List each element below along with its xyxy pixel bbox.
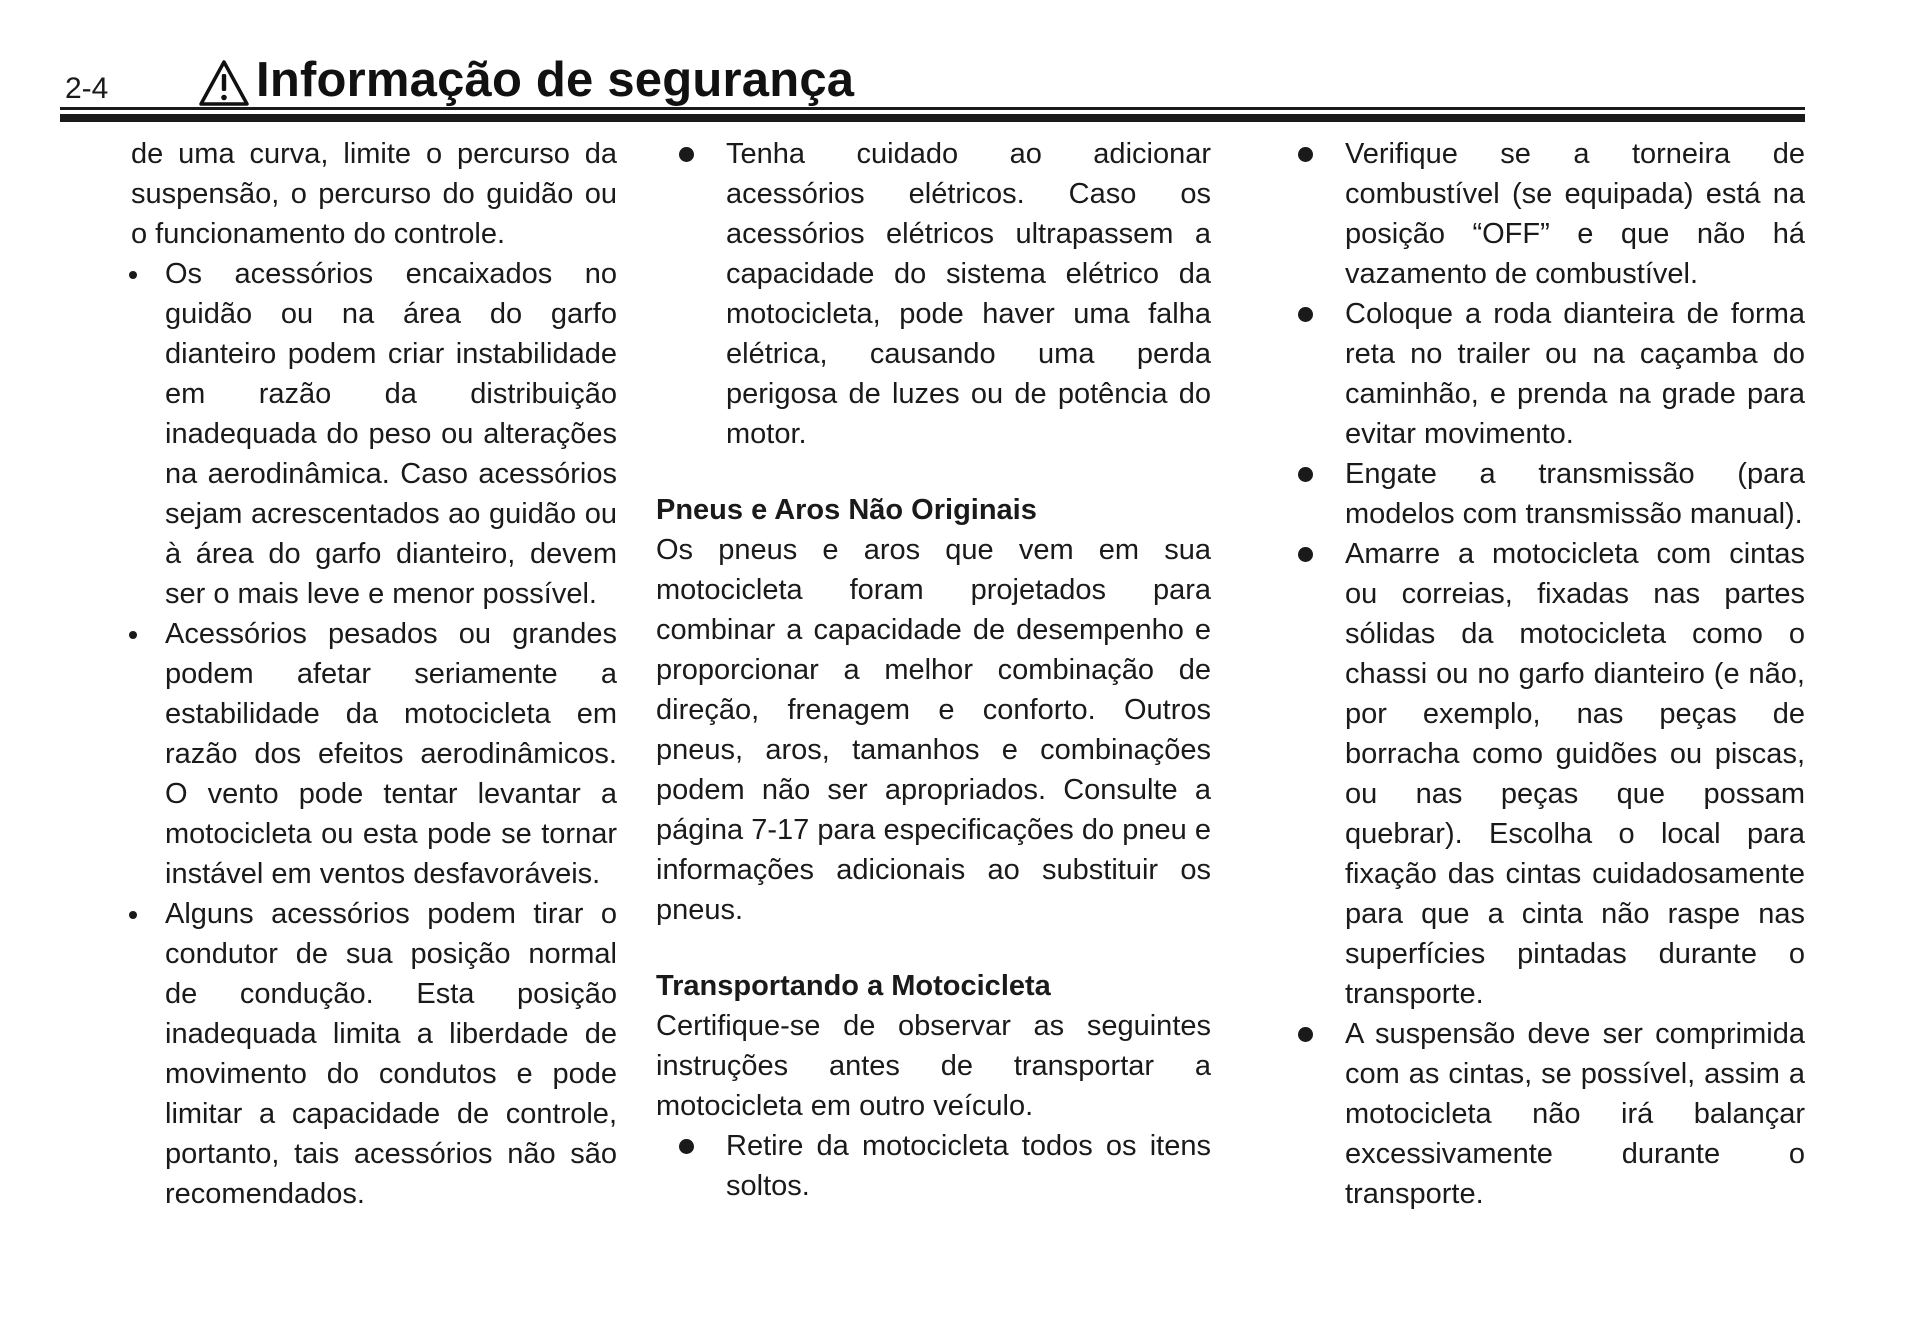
section-heading-transport: Transportando a Motocicleta <box>656 970 1051 1002</box>
list-item: Tenha cuidado ao adicionar acessórios elétricos. Caso os acessórios elétricos ultrapassem a capacidade do sistema elétrico da motocicleta, pode haver uma falha elétrica, causando uma perda perigosa de luzes ou de potência do motor. <box>656 134 1211 454</box>
list-item: Acessórios pesados ou grandes podem afetar seriamente a estabilidade da motocicleta em razão dos efeitos aerodinâmicos. O vento pode tentar levantar a motocicleta ou esta pode se tornar instável em ventos desfavoráveis. <box>131 614 617 894</box>
list-item: Os acessórios encaixados no guidão ou na área do garfo dianteiro podem criar instabilidade em razão da distribuição inadequada do peso ou alterações na aerodinâmica. Caso acessórios sejam acrescentados ao guidão ou à área do garfo dianteiro, devem ser o mais leve e menor possível. <box>131 254 617 614</box>
section-body-tires: Os pneus e aros que vem em sua motocicleta foram projetados para combinar a capacidade de desempenho e proporcionar a melhor combinação de direção, frenagem e conforto. Outros pneus, aros, tamanhos e combinações podem não ser apropriados. Consulte a página 7-17 para especificações do pneu e informações adicionais ao substituir os pneus. <box>656 534 1211 926</box>
section-body-transport: Certifique-se de observar as seguintes instruções antes de transportar a motocicleta em outro veículo. <box>656 1010 1211 1122</box>
middle-column <box>656 134 1211 1206</box>
list-item: A suspensão deve ser comprimida com as cintas, se possível, assim a motocicleta não irá balançar excessivamente durante o transporte. <box>1275 1014 1805 1214</box>
warning-triangle-icon <box>198 59 250 107</box>
middle-top-bullet-list <box>656 134 1211 454</box>
list-item: Engate a transmissão (para modelos com transmissão manual). <box>1275 454 1805 534</box>
page-header <box>60 48 1805 128</box>
right-column <box>1275 134 1805 1214</box>
page-title: Informação de segurança <box>256 53 855 107</box>
section-heading-tires: Pneus e Aros Não Originais <box>656 494 1037 526</box>
left-bullet-list <box>131 254 617 1214</box>
list-item: Verifique se a torneira de combustível (se equipada) está na posição “OFF” e que não há vazamento de combustível. <box>1275 134 1805 294</box>
header-rule-thin <box>60 107 1805 110</box>
list-item: Retire da motocicleta todos os itens soltos. <box>656 1126 1211 1206</box>
left-column <box>131 134 617 1214</box>
list-item: Amarre a motocicleta com cintas ou correias, fixadas nas partes sólidas da motocicleta como o chassi ou no garfo dianteiro (e não, por exemplo, nas peças de borracha como guidões ou piscas, ou nas peças que possam quebrar). Escolha o local para fixação das cintas cuidadosamente para que a cinta não raspe nas superfícies pintadas durante o transporte. <box>1275 534 1805 1014</box>
middle-bottom-bullet-list <box>656 1126 1211 1206</box>
header-rule-thick <box>60 114 1805 122</box>
left-intro-paragraph: de uma curva, limite o percurso da suspensão, o percurso do guidão ou o funcionamento do controle. <box>131 138 617 250</box>
list-item: Alguns acessórios podem tirar o condutor de sua posição normal de condução. Esta posição inadequada limita a liberdade de movimento do condutos e pode limitar a capacidade de controle, portanto, tais acessórios não são recomendados. <box>131 894 617 1214</box>
right-bullet-list <box>1275 134 1805 1214</box>
list-item: Coloque a roda dianteira de forma reta no trailer ou na caçamba do caminhão, e prenda na grade para evitar movimento. <box>1275 294 1805 454</box>
page-number: 2-4 <box>65 72 109 105</box>
